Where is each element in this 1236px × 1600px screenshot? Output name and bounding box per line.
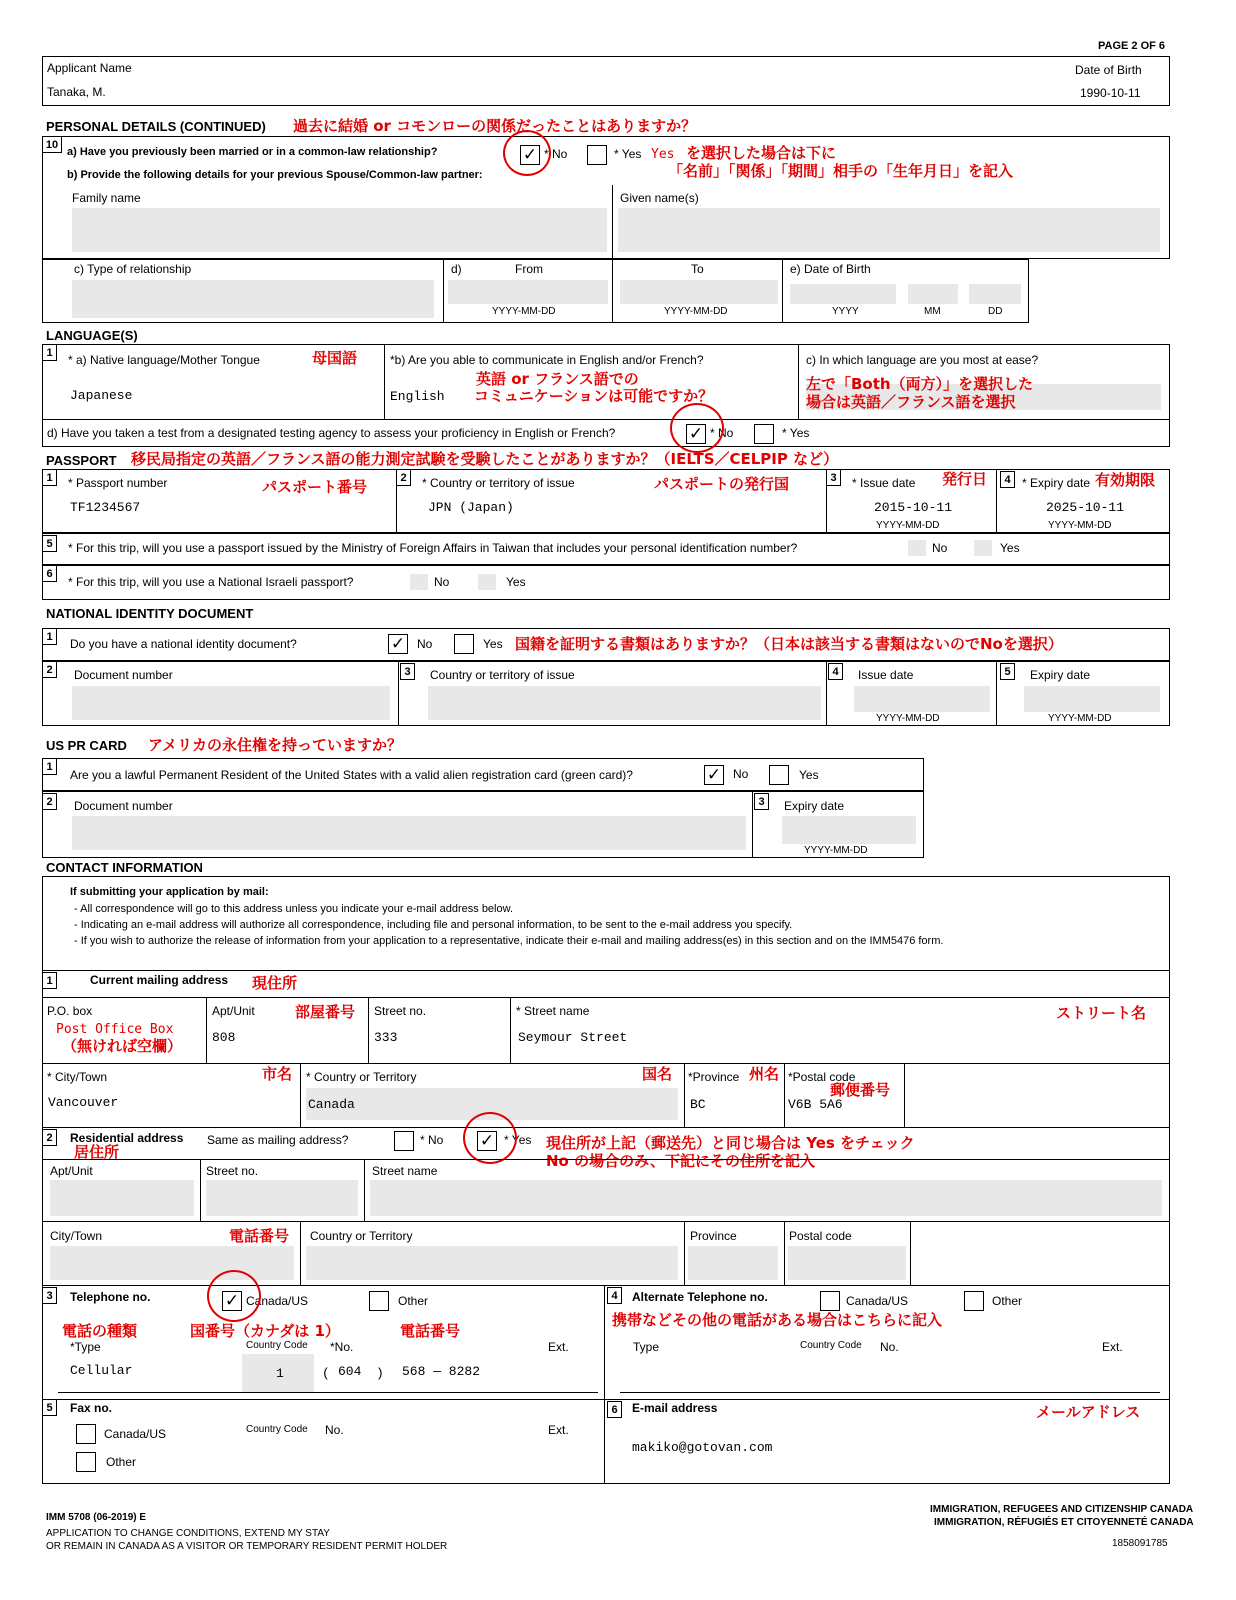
- city-value[interactable]: Vancouver: [48, 1095, 119, 1110]
- to-format: YYYY-MM-DD: [664, 306, 728, 317]
- alt-canada-checkbox[interactable]: [820, 1291, 840, 1311]
- q10a-no-label: * No: [544, 147, 568, 161]
- province-note: 州名: [749, 1065, 780, 1083]
- period-d-label: d): [451, 262, 462, 276]
- res-postal-label: Postal code: [789, 1229, 852, 1243]
- test-taken-label: d) Have you taken a test from a designated testing agency to assess your proficiency in English or French?: [47, 426, 616, 440]
- most-ease-note-2: 場合は英語／フランス語を選択: [806, 393, 1016, 411]
- uspr-yes-checkbox[interactable]: [769, 765, 789, 785]
- uspr-q3-number: 3: [754, 793, 769, 810]
- spouse-dob-month[interactable]: [908, 284, 958, 304]
- issue-date-label: * Issue date: [852, 476, 916, 490]
- res-street-no-label: Street no.: [206, 1164, 259, 1178]
- fax-canada-label: Canada/US: [104, 1427, 167, 1441]
- native-language-note: 母国語: [312, 349, 358, 367]
- nid-no-checkbox[interactable]: ✓: [388, 634, 408, 654]
- native-language-label: * a) Native language/Mother Tongue: [68, 353, 260, 367]
- country-value[interactable]: Canada: [308, 1097, 355, 1112]
- passport-title: PASSPORT: [46, 453, 117, 468]
- alt-ext-label: Ext.: [1102, 1340, 1123, 1354]
- tel-type-label: *Type: [70, 1340, 101, 1354]
- tel-no-label: *No.: [330, 1340, 354, 1354]
- q10a-label: a) Have you previously been married or in a common-law relationship?: [67, 146, 438, 158]
- email-number: 6: [607, 1401, 622, 1418]
- tel-canada-checkbox[interactable]: ✓: [222, 1291, 242, 1311]
- q10a-yes-checkbox[interactable]: [587, 145, 607, 165]
- test-highlight-circle: [670, 403, 724, 453]
- q10b-label: b) Provide the following details for your previous Spouse/Common-law partner:: [67, 169, 483, 181]
- given-name-label: Given name(s): [620, 191, 699, 205]
- fax-no-label: No.: [325, 1423, 344, 1437]
- res-street-name-label: Street name: [372, 1164, 438, 1178]
- yes-note-detail: 「名前」「関係」「期間」相手の「生年月日」を記入: [668, 162, 1014, 180]
- alt-type-label: Type: [633, 1340, 660, 1354]
- mail-instruction-3: - If you wish to authorize the release of information from your application to a representative, indicate their e-mail and mailing address(es) in this section and on the IMM5476 form.: [74, 935, 944, 947]
- same-yes-label: * Yes: [504, 1133, 532, 1147]
- dob-label: Date of Birth: [1075, 63, 1142, 77]
- tel-canada-label: Canada/US: [246, 1294, 309, 1308]
- res-number: 2: [42, 1129, 57, 1146]
- res-street-name-field[interactable]: [370, 1180, 1162, 1216]
- res-province-label: Province: [690, 1229, 737, 1243]
- res-country-field[interactable]: [306, 1246, 678, 1280]
- phone-number-note-top: 電話番号: [229, 1227, 290, 1245]
- nid-country-field[interactable]: [428, 686, 821, 720]
- passport-q3-number: 3: [826, 469, 841, 486]
- tel-ext-label: Ext.: [548, 1340, 569, 1354]
- mail-instructions-heading: If submitting your application by mail:: [70, 886, 269, 898]
- page-number: PAGE 2 OF 6: [1098, 40, 1166, 52]
- from-field[interactable]: [448, 280, 608, 304]
- mm-label: MM: [924, 306, 941, 317]
- dept-en: IMMIGRATION, REFUGEES AND CITIZENSHIP CANADA: [930, 1504, 1194, 1515]
- family-name-label: Family name: [72, 191, 141, 205]
- tel-cc-value[interactable]: 1: [276, 1366, 284, 1381]
- tel-number-value[interactable]: 568 — 8282: [402, 1364, 481, 1379]
- uspr-doc-number-field[interactable]: [72, 816, 746, 850]
- country-code-note: 国番号（カナダは 1）: [190, 1322, 340, 1340]
- alt-telephone-label: Alternate Telephone no.: [632, 1290, 768, 1304]
- family-name-field[interactable]: [72, 208, 607, 252]
- passport-test-note: 移民局指定の英語／フランス語の能力測定試験を受験したことがありますか？（IELTS／CELPIP など）: [131, 450, 839, 468]
- taiwan-no-checkbox[interactable]: [908, 540, 926, 556]
- uspr-expiry-format: YYYY-MM-DD: [804, 845, 868, 856]
- spouse-dob-label: e) Date of Birth: [790, 262, 871, 276]
- native-language-value[interactable]: Japanese: [70, 388, 133, 403]
- israeli-yes-checkbox[interactable]: [478, 574, 496, 590]
- nid-title: NATIONAL IDENTITY DOCUMENT: [46, 606, 254, 621]
- res-street-no-field[interactable]: [206, 1180, 358, 1216]
- uspr-yes-label: Yes: [799, 768, 819, 782]
- q10a-no-checkbox[interactable]: ✓: [520, 145, 540, 165]
- tel-area-close: ): [376, 1366, 384, 1381]
- issue-date-note: 発行日: [942, 470, 988, 488]
- res-apt-label: Apt/Unit: [50, 1164, 93, 1178]
- nid-yes-checkbox[interactable]: [454, 634, 474, 654]
- nid-yes-label: Yes: [483, 637, 503, 651]
- from-format: YYYY-MM-DD: [492, 306, 556, 317]
- dept-fr: IMMIGRATION, RÉFUGIÉS ET CITOYENNETÉ CANADA: [934, 1517, 1194, 1528]
- passport-q5-number: 5: [42, 535, 57, 552]
- country-label: * Country or Territory: [306, 1070, 417, 1084]
- nid-q2-number: 2: [42, 661, 57, 678]
- street-name-value[interactable]: Seymour Street: [518, 1030, 628, 1045]
- nid-expiry-field[interactable]: [1024, 686, 1160, 712]
- lang-q1-number: 1: [42, 344, 57, 361]
- passport-number-label: * Passport number: [68, 476, 168, 490]
- street-no-label: Street no.: [374, 1004, 427, 1018]
- expiry-date-note: 有効期限: [1095, 471, 1156, 489]
- passport-country-note: パスポートの発行国: [654, 475, 790, 493]
- nid-issue-format: YYYY-MM-DD: [876, 713, 940, 724]
- phone-number-note: 電話番号: [400, 1322, 461, 1340]
- fax-cc-label: Country Code: [246, 1424, 308, 1435]
- city-label: * City/Town: [47, 1070, 108, 1084]
- street-name-label: * Street name: [516, 1004, 590, 1018]
- to-field[interactable]: [620, 280, 778, 304]
- uspr-title: US PR CARD: [46, 738, 127, 753]
- nid-no-label: No: [417, 637, 433, 651]
- apt-unit-value[interactable]: 808: [212, 1030, 236, 1045]
- passport-country-label: * Country or territory of issue: [422, 476, 575, 490]
- fax-other-checkbox[interactable]: [76, 1452, 96, 1472]
- communicate-note-2: コミュニケーションは可能ですか？: [474, 387, 714, 405]
- uspr-no-label: No: [733, 767, 749, 781]
- yes-note-tail: を選択した場合は下に: [686, 144, 837, 162]
- uspr-expiry-label: Expiry date: [784, 799, 845, 813]
- test-yes-label: * Yes: [782, 426, 810, 440]
- res-city-field[interactable]: [50, 1246, 294, 1280]
- tel-area-open: (: [322, 1366, 330, 1381]
- res-city-label: City/Town: [50, 1229, 103, 1243]
- given-name-field[interactable]: [618, 208, 1160, 252]
- province-value[interactable]: BC: [690, 1097, 706, 1112]
- form-id: IMM 5708 (06-2019) E: [46, 1512, 147, 1523]
- personal-details-title: PERSONAL DETAILS (CONTINUED): [46, 119, 266, 134]
- uspr-q1-number: 1: [42, 758, 57, 775]
- fax-label: Fax no.: [70, 1401, 113, 1415]
- apt-unit-label: Apt/Unit: [212, 1004, 255, 1018]
- postal-code-label: *Postal code: [788, 1070, 856, 1084]
- mail-instruction-1: - All correspondence will go to this address unless you indicate your e-mail address below.: [74, 903, 514, 915]
- po-box-note-1: Post Office Box: [56, 1022, 174, 1037]
- israeli-yes-label: Yes: [506, 575, 526, 589]
- barcode-number: 1858091785: [1112, 1538, 1168, 1549]
- country-note: 国名: [642, 1065, 673, 1083]
- passport-q1-number: 1: [42, 469, 57, 486]
- uspr-q2-number: 2: [42, 793, 57, 810]
- res-province-field[interactable]: [688, 1246, 778, 1280]
- nid-q3-number: 3: [400, 663, 415, 680]
- expiry-date-label: * Expiry date: [1022, 476, 1091, 490]
- yyyy-label: YYYY: [832, 306, 859, 317]
- residential-label: Residential address: [70, 1131, 184, 1145]
- province-label: *Province: [688, 1070, 740, 1084]
- q10a-yes-label: * Yes: [614, 147, 642, 161]
- fax-canada-checkbox[interactable]: [76, 1424, 96, 1444]
- email-label: E-mail address: [632, 1401, 718, 1415]
- uspr-note: アメリカの永住権を持っていますか？: [148, 736, 402, 754]
- postal-code-value[interactable]: V6B 5A6: [788, 1097, 843, 1112]
- passport-q6-number: 6: [42, 565, 57, 582]
- residential-note: 居住所: [74, 1143, 120, 1161]
- uspr-doc-number-label: Document number: [74, 799, 173, 813]
- tel-other-checkbox[interactable]: [369, 1291, 389, 1311]
- expiry-date-format: YYYY-MM-DD: [1048, 520, 1112, 531]
- nid-expiry-label: Expiry date: [1030, 668, 1091, 682]
- test-yes-checkbox[interactable]: [754, 424, 774, 444]
- applicant-name-label: Applicant Name: [47, 61, 132, 75]
- telephone-label: Telephone no.: [70, 1290, 151, 1304]
- q10a-highlight-circle: [503, 130, 551, 176]
- po-box-label: P.O. box: [47, 1004, 93, 1018]
- form-title-1: APPLICATION TO CHANGE CONDITIONS, EXTEND MY STAY: [46, 1528, 330, 1539]
- same-yes-highlight-circle: [463, 1112, 517, 1164]
- alt-tel-number: 4: [607, 1287, 622, 1304]
- street-name-note: ストリート名: [1056, 1004, 1147, 1022]
- israeli-no-checkbox[interactable]: [410, 574, 428, 590]
- from-label: From: [515, 262, 543, 276]
- nid-doc-number-field[interactable]: [72, 686, 390, 720]
- alt-other-checkbox[interactable]: [964, 1291, 984, 1311]
- tel-cc-label: Country Code: [246, 1340, 308, 1351]
- same-as-mailing-label: Same as mailing address?: [207, 1133, 349, 1147]
- postal-code-note: 郵便番号: [830, 1081, 891, 1099]
- alt-tel-note: 携帯などその他の電話がある場合はこちらに記入: [612, 1311, 943, 1329]
- israeli-no-label: No: [434, 575, 450, 589]
- applicant-header: [42, 56, 1170, 106]
- res-apt-field[interactable]: [50, 1180, 194, 1216]
- street-no-value[interactable]: 333: [374, 1030, 398, 1045]
- tel-other-label: Other: [398, 1294, 429, 1308]
- tel-type-value[interactable]: Cellular: [70, 1363, 133, 1378]
- fax-other-label: Other: [106, 1455, 137, 1469]
- uspr-question-label: Are you a lawful Permanent Resident of the United States with a valid alien registration card (green card)?: [70, 768, 633, 782]
- israeli-passport-label: * For this trip, will you use a National Israeli passport?: [68, 575, 354, 589]
- fax-ext-label: Ext.: [548, 1423, 569, 1437]
- fax-number: 5: [42, 1399, 57, 1416]
- uspr-no-checkbox[interactable]: ✓: [704, 765, 724, 785]
- yes-note-yes: Yes: [651, 147, 675, 162]
- nid-issue-field[interactable]: [854, 686, 990, 712]
- nid-expiry-format: YYYY-MM-DD: [1048, 713, 1112, 724]
- email-note: メールアドレス: [1036, 1403, 1141, 1421]
- taiwan-no-label: No: [932, 541, 948, 555]
- spouse-dob-day[interactable]: [969, 284, 1021, 304]
- nid-question-label: Do you have a national identity document?: [70, 637, 297, 651]
- taiwan-yes-checkbox[interactable]: [974, 540, 992, 556]
- nid-q4-number: 4: [828, 663, 843, 680]
- residential-note-2: No の場合のみ、下記にその住所を記入: [546, 1152, 815, 1170]
- type-relationship-field[interactable]: [72, 280, 434, 318]
- uspr-expiry-field[interactable]: [782, 816, 916, 844]
- communicate-value[interactable]: English: [390, 389, 445, 404]
- res-postal-field[interactable]: [788, 1246, 906, 1280]
- taiwan-yes-label: Yes: [1000, 541, 1020, 555]
- phone-type-note: 電話の種類: [62, 1322, 138, 1340]
- apt-unit-note: 部屋番号: [295, 1003, 356, 1021]
- cma-number: 1: [42, 972, 57, 989]
- alt-other-label: Other: [992, 1294, 1023, 1308]
- tel-highlight-circle: [207, 1270, 261, 1322]
- email-value[interactable]: makiko@gotovan.com: [632, 1440, 773, 1455]
- alt-canada-label: Canada/US: [846, 1294, 909, 1308]
- language-title: LANGUAGE(S): [46, 328, 138, 343]
- passport-number-note: パスポート番号: [262, 478, 368, 496]
- personal-note: 過去に結婚 or コモンローの関係だったことはありますか？: [293, 117, 697, 135]
- test-no-label: * No: [710, 426, 734, 440]
- nid-issue-label: Issue date: [858, 668, 914, 682]
- type-relationship-label: c) Type of relationship: [74, 262, 192, 276]
- nid-doc-number-label: Document number: [74, 668, 173, 682]
- po-box-note-2: （無ければ空欄）: [62, 1037, 183, 1055]
- residential-note-1: 現住所が上記（郵送先）と同じ場合は Yes をチェック: [546, 1134, 915, 1152]
- passport-country-value[interactable]: JPN (Japan): [428, 500, 514, 515]
- dob-value[interactable]: 1990-10-11: [1080, 86, 1141, 100]
- alt-cc-label: Country Code: [800, 1340, 862, 1351]
- res-country-label: Country or Territory: [310, 1229, 413, 1243]
- spouse-dob-year[interactable]: [790, 284, 896, 304]
- expiry-date-value[interactable]: 2025-10-11: [1046, 500, 1125, 515]
- to-label: To: [691, 262, 704, 276]
- tel-area-value[interactable]: 604: [338, 1364, 362, 1379]
- issue-date-value[interactable]: 2015-10-11: [874, 500, 953, 515]
- alt-no-label: No.: [880, 1340, 899, 1354]
- same-yes-checkbox[interactable]: ✓: [477, 1131, 497, 1151]
- cma-note: 現住所: [252, 974, 298, 992]
- tel-number: 3: [42, 1287, 57, 1304]
- same-no-label: * No: [420, 1133, 444, 1147]
- mail-instruction-2: - Indicating an e-mail address will authorize all correspondence, including file and personal information, to be sent to the e-mail address you specify.: [74, 919, 793, 931]
- issue-date-format: YYYY-MM-DD: [876, 520, 940, 531]
- communicate-label: *b) Are you able to communicate in English and/or French?: [390, 353, 704, 367]
- passport-q2-number: 2: [396, 469, 411, 486]
- nid-note: 国籍を証明する書類はありますか？（日本は該当する書類はないのでNoを選択）: [515, 635, 1063, 653]
- contact-title: CONTACT INFORMATION: [46, 860, 203, 875]
- same-no-checkbox[interactable]: [394, 1131, 414, 1151]
- applicant-name-value[interactable]: Tanaka, M.: [47, 85, 106, 99]
- nid-country-label: Country or territory of issue: [430, 668, 575, 682]
- dd-label: DD: [988, 306, 1003, 317]
- cma-label: Current mailing address: [90, 973, 229, 987]
- communicate-note-1: 英語 or フランス語での: [476, 370, 639, 388]
- passport-number-value[interactable]: TF1234567: [70, 500, 141, 515]
- most-ease-note-1: 左で「Both（両方）」を選択した: [806, 375, 1034, 393]
- taiwan-passport-label: * For this trip, will you use a passport issued by the Ministry of Foreign Affairs in Taiwan that includes your personal identification number?: [68, 541, 798, 555]
- most-ease-label: c) In which language are you most at ease?: [806, 353, 1039, 367]
- form-title-2: OR REMAIN IN CANADA AS A VISITOR OR TEMPORARY RESIDENT PERMIT HOLDER: [46, 1541, 448, 1552]
- test-no-checkbox[interactable]: ✓: [686, 424, 706, 444]
- city-note: 市名: [262, 1065, 293, 1083]
- passport-q4-number: 4: [1000, 471, 1015, 488]
- nid-q1-number: 1: [42, 628, 57, 645]
- q10-number: 10: [42, 136, 62, 153]
- nid-q5-number: 5: [1000, 663, 1015, 680]
